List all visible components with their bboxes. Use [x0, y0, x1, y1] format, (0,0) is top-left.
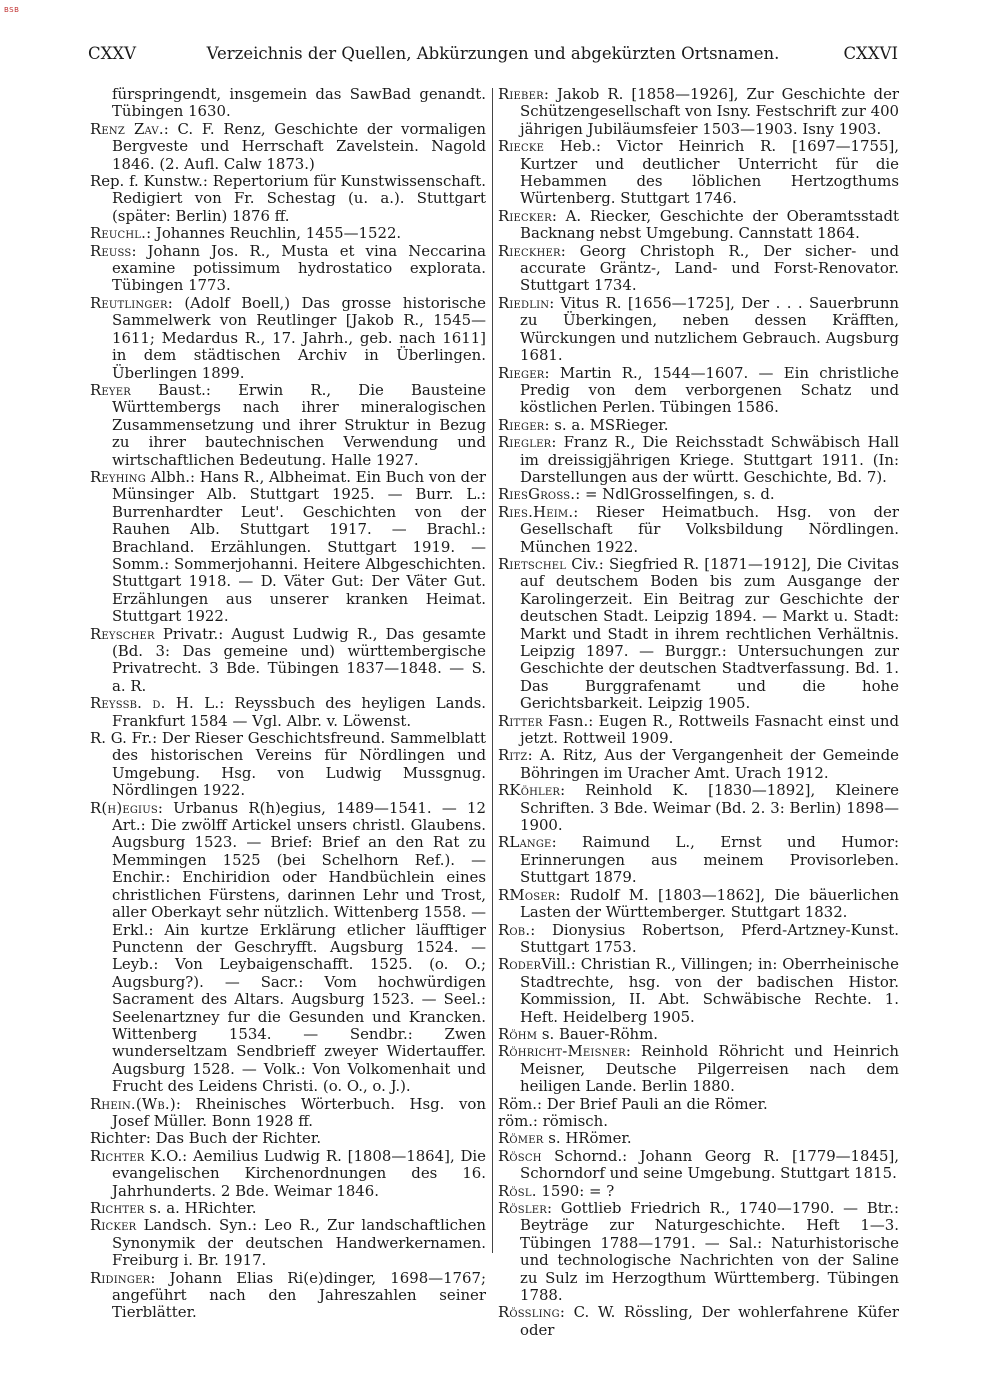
entry-abbreviation: Reyhing	[90, 467, 146, 486]
entry-abbreviation: Rieger	[498, 415, 545, 434]
entry-abbreviation: Roder	[498, 955, 542, 974]
bibliography-entry	[498, 504, 899, 556]
entry-text: : Franz R., Die Reichsstadt Schwäbisch Hall im dreissigjährigen Kriege. Stuttgart 1911. (In: Darstellungen aus der württ. Geschichte, Bd. 7).	[520, 433, 899, 486]
bibliography-entry	[498, 1148, 899, 1183]
entry-abbreviation: R(h)egius	[90, 798, 158, 817]
bibliography-entry	[498, 1043, 899, 1095]
bibliography-entry	[90, 1130, 486, 1147]
bibliography-entry	[498, 887, 899, 922]
entry-abbreviation: Rieger	[498, 363, 545, 382]
library-stamp: BSB	[4, 6, 20, 14]
entry-text: Vill.: Christian R., Villingen; in: Oberrheinische Stadtrechte, hsg. von der badischen Histor. Kommission, II. Abt. Schwäbische Rechte. 1. Heft. Heidelberg 1905.	[520, 955, 899, 1026]
entry-abbreviation: Ridinger	[90, 1268, 151, 1287]
bibliography-entry	[90, 626, 486, 696]
entry-abbreviation: Ritter	[498, 711, 543, 730]
entry-abbreviation: Röhricht-Meisner	[498, 1042, 626, 1061]
entry-text: Rep. f. Kunstw.: Repertorium für Kunstwissenschaft. Redigiert von Fr. Schestag (u. a.). Stuttgart (später: Berlin) 1876 ff.	[90, 172, 486, 225]
right-column	[498, 86, 899, 1339]
bibliography-entry	[90, 1270, 486, 1322]
entry-text: Schornd.: Johann Georg R. [1779—1845], Schorndorf und seine Umgebung. Stuttgart 1815.	[520, 1146, 899, 1183]
entry-text: : Jakob R. [1858—1926], Zur Geschichte der Schützengesellschaft von Isny. Festschrift zur 400 jährigen Jubiläumsfeier 1503—1903. Isny 1903.	[520, 85, 900, 138]
entry-text: : Reinhold K. [1830—1892], Kleinere Schriften. 3 Bde. Weimar (Bd. 2. 3: Berlin) 1898—1900.	[520, 781, 899, 835]
bibliography-entry	[90, 800, 486, 1096]
bibliography-entry	[498, 1183, 899, 1200]
entry-text: s. HRömer.	[543, 1129, 632, 1148]
entry-text: s. Bauer-Röhm.	[537, 1024, 659, 1043]
bibliography-entry	[90, 173, 486, 225]
entry-abbreviation: Rieckher	[498, 241, 561, 260]
entry-text: R. G. Fr.: Der Rieser Geschichtsfreund. Sammelblatt des historischen Vereins für Nördlingen und Umgebung. Hsg. von Ludwig Mussgnug. Nördlingen 1922.	[90, 729, 486, 800]
entry-abbreviation: Rietschel	[498, 554, 567, 573]
entry-abbreviation: Reutlinger	[90, 293, 168, 312]
left-column	[90, 86, 486, 1322]
entry-text: röm.: römisch.	[498, 1111, 608, 1130]
page-header	[88, 44, 898, 68]
entry-abbreviation: Riegler	[498, 433, 552, 452]
entry-abbreviation: Reyscher	[90, 624, 155, 643]
entry-text: : Raimund L., Ernst und Humor: Erinnerungen aus meinem Provisorleben. Stuttgart 1879.	[520, 833, 899, 887]
entry-text: 1590: = ?	[536, 1181, 615, 1200]
running-title: Verzeichnis der Quellen, Abkürzungen und abgekürzten Ortsnamen.	[206, 44, 780, 63]
bibliography-entry	[90, 730, 486, 800]
bibliography-entry	[90, 1200, 486, 1217]
entry-text: Fasn.: Eugen R., Rottweils Fasnacht einst und jetzt. Rottweil 1909.	[520, 711, 899, 748]
bibliography-entry	[498, 556, 899, 713]
entry-abbreviation: Rob.	[498, 920, 531, 939]
bibliography-entry	[90, 121, 486, 173]
entry-text: : Martin R., 1544—1607. — Ein christliche Predig von dem verborgenen Schatz und köstlichen Perlen. Tübingen 1586.	[520, 363, 899, 417]
entry-abbreviation: Riecker	[498, 206, 552, 225]
bibliography-entry	[90, 1217, 486, 1269]
column-divider	[492, 88, 493, 1253]
entry-text: fürspringendt, insgemein das SawBad genandt. Tübingen 1630.	[112, 85, 486, 121]
entry-abbreviation: Reuchl.	[90, 224, 147, 243]
entry-abbreviation: Ries.Heim.	[498, 502, 574, 521]
bibliography-entry	[498, 434, 899, 486]
entry-abbreviation: Röhm	[498, 1024, 538, 1043]
entry-abbreviation: Ricker	[90, 1216, 137, 1235]
entry-abbreviation: Rösch	[498, 1146, 542, 1165]
entry-text: : C. W. Rössling, Der wohlerfahrene Küfer oder	[520, 1303, 899, 1339]
entry-text: : Reinhold Röhricht und Heinrich Meisner, Deutsche Pilgerreisen nach dem heiligen Lande. Berlin 1880.	[520, 1042, 899, 1096]
page-number-right: CXXVI	[843, 44, 898, 63]
bibliography-entry	[90, 469, 486, 626]
entry-text: : s. a. MSRieger.	[544, 415, 669, 434]
entry-text: Baust.: Erwin R., Die Bausteine Württembergs nach ihrer mineralogischen Zusammensetzung und ihrer Struktur in Bezug zu ihrer bautechnischen Verwendung und wirtschaftlichen Bedeutung. Halle 1927.	[112, 380, 486, 469]
bibliography-entry	[498, 747, 899, 782]
entry-abbreviation: Rösl.	[498, 1181, 537, 1200]
entry-text: : (Adolf Boell,) Das grosse historische Sammelwerk von Reutlinger [Jakob R., 1545—1611; Medardus R., 17. Jahrh., geb. nach 1611] in dem städtischen Archiv in Überlingen. Überlingen 1899.	[112, 293, 486, 382]
bibliography-entry	[90, 1148, 486, 1200]
entry-text: Privatr.: August Ludwig R., Das gesamte (Bd. 3: Das gemeine und) württembergische Privatrecht. 3 Bde. Tübingen 1837—1848. — S. a. R.	[112, 624, 486, 695]
bibliography-entry	[498, 834, 899, 886]
entry-text: : Gottlieb Friedrich R., 1740—1790. — Btr.: Beyträge zur Naturgeschichte. Heft 1—3. Tübingen 1788—1791. — Sal.: Naturhistorische und technologische Nachrichten von der Saline zu Sulz im Herzogthum Württemberg. Tübingen 1788.	[520, 1199, 899, 1305]
entry-text: : Georg Christoph R., Der sicher- und accurate Gräntz-, Land- und Forst-Renovator. Stuttgart 1734.	[520, 241, 899, 295]
bibliography-entry	[498, 1200, 899, 1304]
entry-abbreviation: Römer	[498, 1129, 544, 1148]
entry-abbreviation: Renz Zav.	[90, 119, 164, 138]
entry-text: : C. F. Renz, Geschichte der vormaligen Bergveste und Herrschaft Zavelstein. Nagold 1846. (2. Aufl. Calw 1873.)	[112, 119, 486, 173]
entry-abbreviation: Rhein.(Wb.)	[90, 1094, 176, 1113]
entry-abbreviation: RiesGross.	[498, 485, 576, 504]
bibliography-entry	[498, 1113, 899, 1130]
bibliography-entry	[498, 782, 899, 834]
bibliography-entry	[498, 138, 899, 208]
bibliography-entry	[90, 382, 486, 469]
entry-abbreviation: Rieber	[498, 85, 544, 103]
bibliography-entry	[90, 1096, 486, 1131]
entry-abbreviation: RKöhler	[498, 781, 561, 800]
entry-text: Röm.: Der Brief Pauli an die Römer.	[498, 1094, 768, 1113]
bibliography-entry	[498, 1026, 899, 1043]
bibliography-entry	[498, 713, 899, 748]
entry-abbreviation: Richter	[90, 1199, 145, 1217]
bibliography-entry	[498, 1130, 899, 1147]
bibliography-entry	[90, 295, 486, 382]
bibliography-entry	[498, 486, 899, 503]
bibliography-entry	[90, 86, 486, 121]
entry-text: : Rudolf M. [1803—1862], Die bäuerlichen Lasten der Württemberger. Stuttgart 1832.	[520, 885, 899, 922]
entry-text: : Johannes Reuchlin, 1455—1522.	[146, 224, 402, 243]
bibliography-entry	[498, 208, 899, 243]
entry-text: : A. Ritz, Aus der Vergangenheit der Gemeinde Böhringen im Uracher Amt. Urach 1912.	[520, 746, 899, 782]
entry-text: : A. Riecker, Geschichte der Oberamtsstadt Backnang nebst Umgebung. Cannstatt 1864.	[520, 206, 899, 243]
entry-text: : Rieser Heimatbuch. Hsg. von der Gesellschaft für Volksbildung Nördlingen. München 1922.	[520, 502, 899, 556]
entry-text: s. a. HRichter.	[144, 1199, 257, 1217]
entry-text: Heb.: Victor Heinrich R. [1697—1755], Kurtzer und deutlicher Unterricht für die Hebammen des löblichen Hertzogthums Würtenberg. Stuttgart 1746.	[520, 137, 899, 208]
entry-text: Landsch. Syn.: Leo R., Zur landschaftlichen Synonymik der deutschen Handwerkernamen. Freiburg i. Br. 1917.	[112, 1216, 486, 1270]
entry-text: : Rheinisches Wörterbuch. Hsg. von Josef Müller. Bonn 1928 ff.	[112, 1094, 486, 1130]
entry-text: : = NdlGrosselfingen, s. d.	[575, 485, 775, 504]
entry-abbreviation: Riedlin	[498, 293, 550, 312]
bibliography-entry	[90, 243, 486, 295]
entry-abbreviation: RLange	[498, 833, 552, 852]
entry-text: : Vitus R. [1656—1725], Der . . . Sauerbrunn zu Überkingen, neben dessen Kräfften, Würckungen und nutzlichem Gebrauch. Augsburg 1681.	[520, 293, 899, 365]
bibliography-entry	[90, 225, 486, 242]
entry-text: K.O.: Aemilius Ludwig R. [1808—1864], Die evangelischen Kirchenordnungen des 16. Jahrhunderts. 2 Bde. Weimar 1846.	[112, 1146, 486, 1200]
entry-text: : Urbanus R(h)egius, 1489—1541. — 12 Art.: Die zwölff Artickel unsers christl. Glaubens. Augsburg 1523. — Brief: Brief an den Rat zu Memmingen 1525 (bei Schelhorn Ref.). — Enchir.: Enchiridion oder Handbüchlein eines christlichen Fürstens, darinnen Lehr und Trost, aller Oberkayt sehr nützlich. Wittenberg 1558. — Erkl.: Ain kurtze Erklärung etlicher läufftiger Punctenn der Geschryfft. Augsburg 1524. — Leyb.: Von Leybaigenschafft. 1525. (o. O.; Augsburg?). — Sacr.: Vom hochwürdigen Sacrament des Altars. Augsburg 1523. — Seel.: Seelenartzney fur die Gesunden und Krancken. Wittenberg 1534. — Sendbr.: Zwen wunderseltzam Sendbrieff zweyer Widertauffer. Augsburg 1528. — Volk.: Von Volkomenhait und Frucht des Leidens Christi. (o. O., o. J.).	[112, 798, 486, 1096]
entry-text: : Johann Elias Ri(e)dinger, 1698—1767; angeführt nach den Jahreszahlen seiner Tierblätter.	[112, 1268, 486, 1322]
page-number-left: CXXV	[88, 44, 137, 63]
entry-text: : Reyssbuch des heyligen Lands. Frankfurt 1584 — Vgl. Albr. v. Löwenst.	[112, 694, 486, 730]
bibliography-entry	[90, 695, 486, 730]
entry-text: Richter: Das Buch der Richter.	[90, 1129, 322, 1148]
entry-abbreviation: Reyssb. d. H. L.	[90, 694, 220, 713]
bibliography-entry	[498, 922, 899, 957]
entry-abbreviation: Reuss	[90, 241, 132, 260]
bibliography-entry	[498, 956, 899, 1026]
entry-text: : Johann Jos. R., Musta et vina Neccarina examine potissimum hydrostatico explorata. Tübingen 1773.	[112, 241, 486, 295]
entry-abbreviation: Ritz	[498, 746, 528, 765]
entry-abbreviation: Riecke	[498, 137, 545, 156]
bibliography-entry	[498, 295, 899, 365]
entry-abbreviation: RMoser	[498, 885, 556, 904]
entry-text: : Dionysius Robertson, Pferd-Artzney-Kunst. Stuttgart 1753.	[520, 920, 899, 956]
entry-text: Albh.: Hans R., Albheimat. Ein Buch von der Münsinger Alb. Stuttgart 1925. — Burr. L.: Burrenhardter Leut'. Geschichten von der Rauhen Alb. Stuttgart 1917. — Brachl.: Brachland. Erzählungen. Stuttgart 1919. — Somm.: Sommerjohanni. Heitere Albgeschichten. Stuttgart 1918. — D. Väter Gut: Der Väter Gut. Erzählungen aus unserer kranken Heimat. Stuttgart 1922.	[112, 467, 487, 626]
bibliography-entry	[498, 1096, 899, 1113]
entry-abbreviation: Reyer	[90, 380, 131, 399]
bibliography-entry	[498, 1304, 899, 1339]
entry-abbreviation: Rösler	[498, 1199, 547, 1217]
bibliography-entry	[498, 86, 899, 138]
entry-text: Civ.: Siegfried R. [1871—1912], Die Civitas auf deutschem Boden bis zum Ausgange der Karolingerzeit. Ein Beitrag zur Geschichte der deutschen Stadt. Leipzig 1894. — Markt u. Stadt: Markt und Stadt in ihrem rechtlichen Verhältnis. Leipzig 1897. — Burggr.: Untersuchungen zur Geschichte der deutschen Stadtverfassung. Bd. 1. Das Burggrafenamt und die hohe Gerichtsbarkeit. Leipzig 1905.	[520, 554, 899, 713]
bibliography-entry	[498, 243, 899, 295]
bibliography-entry	[498, 365, 899, 417]
entry-abbreviation: Richter	[90, 1146, 145, 1165]
entry-abbreviation: Rössling	[498, 1303, 560, 1322]
bibliography-entry	[498, 417, 899, 434]
